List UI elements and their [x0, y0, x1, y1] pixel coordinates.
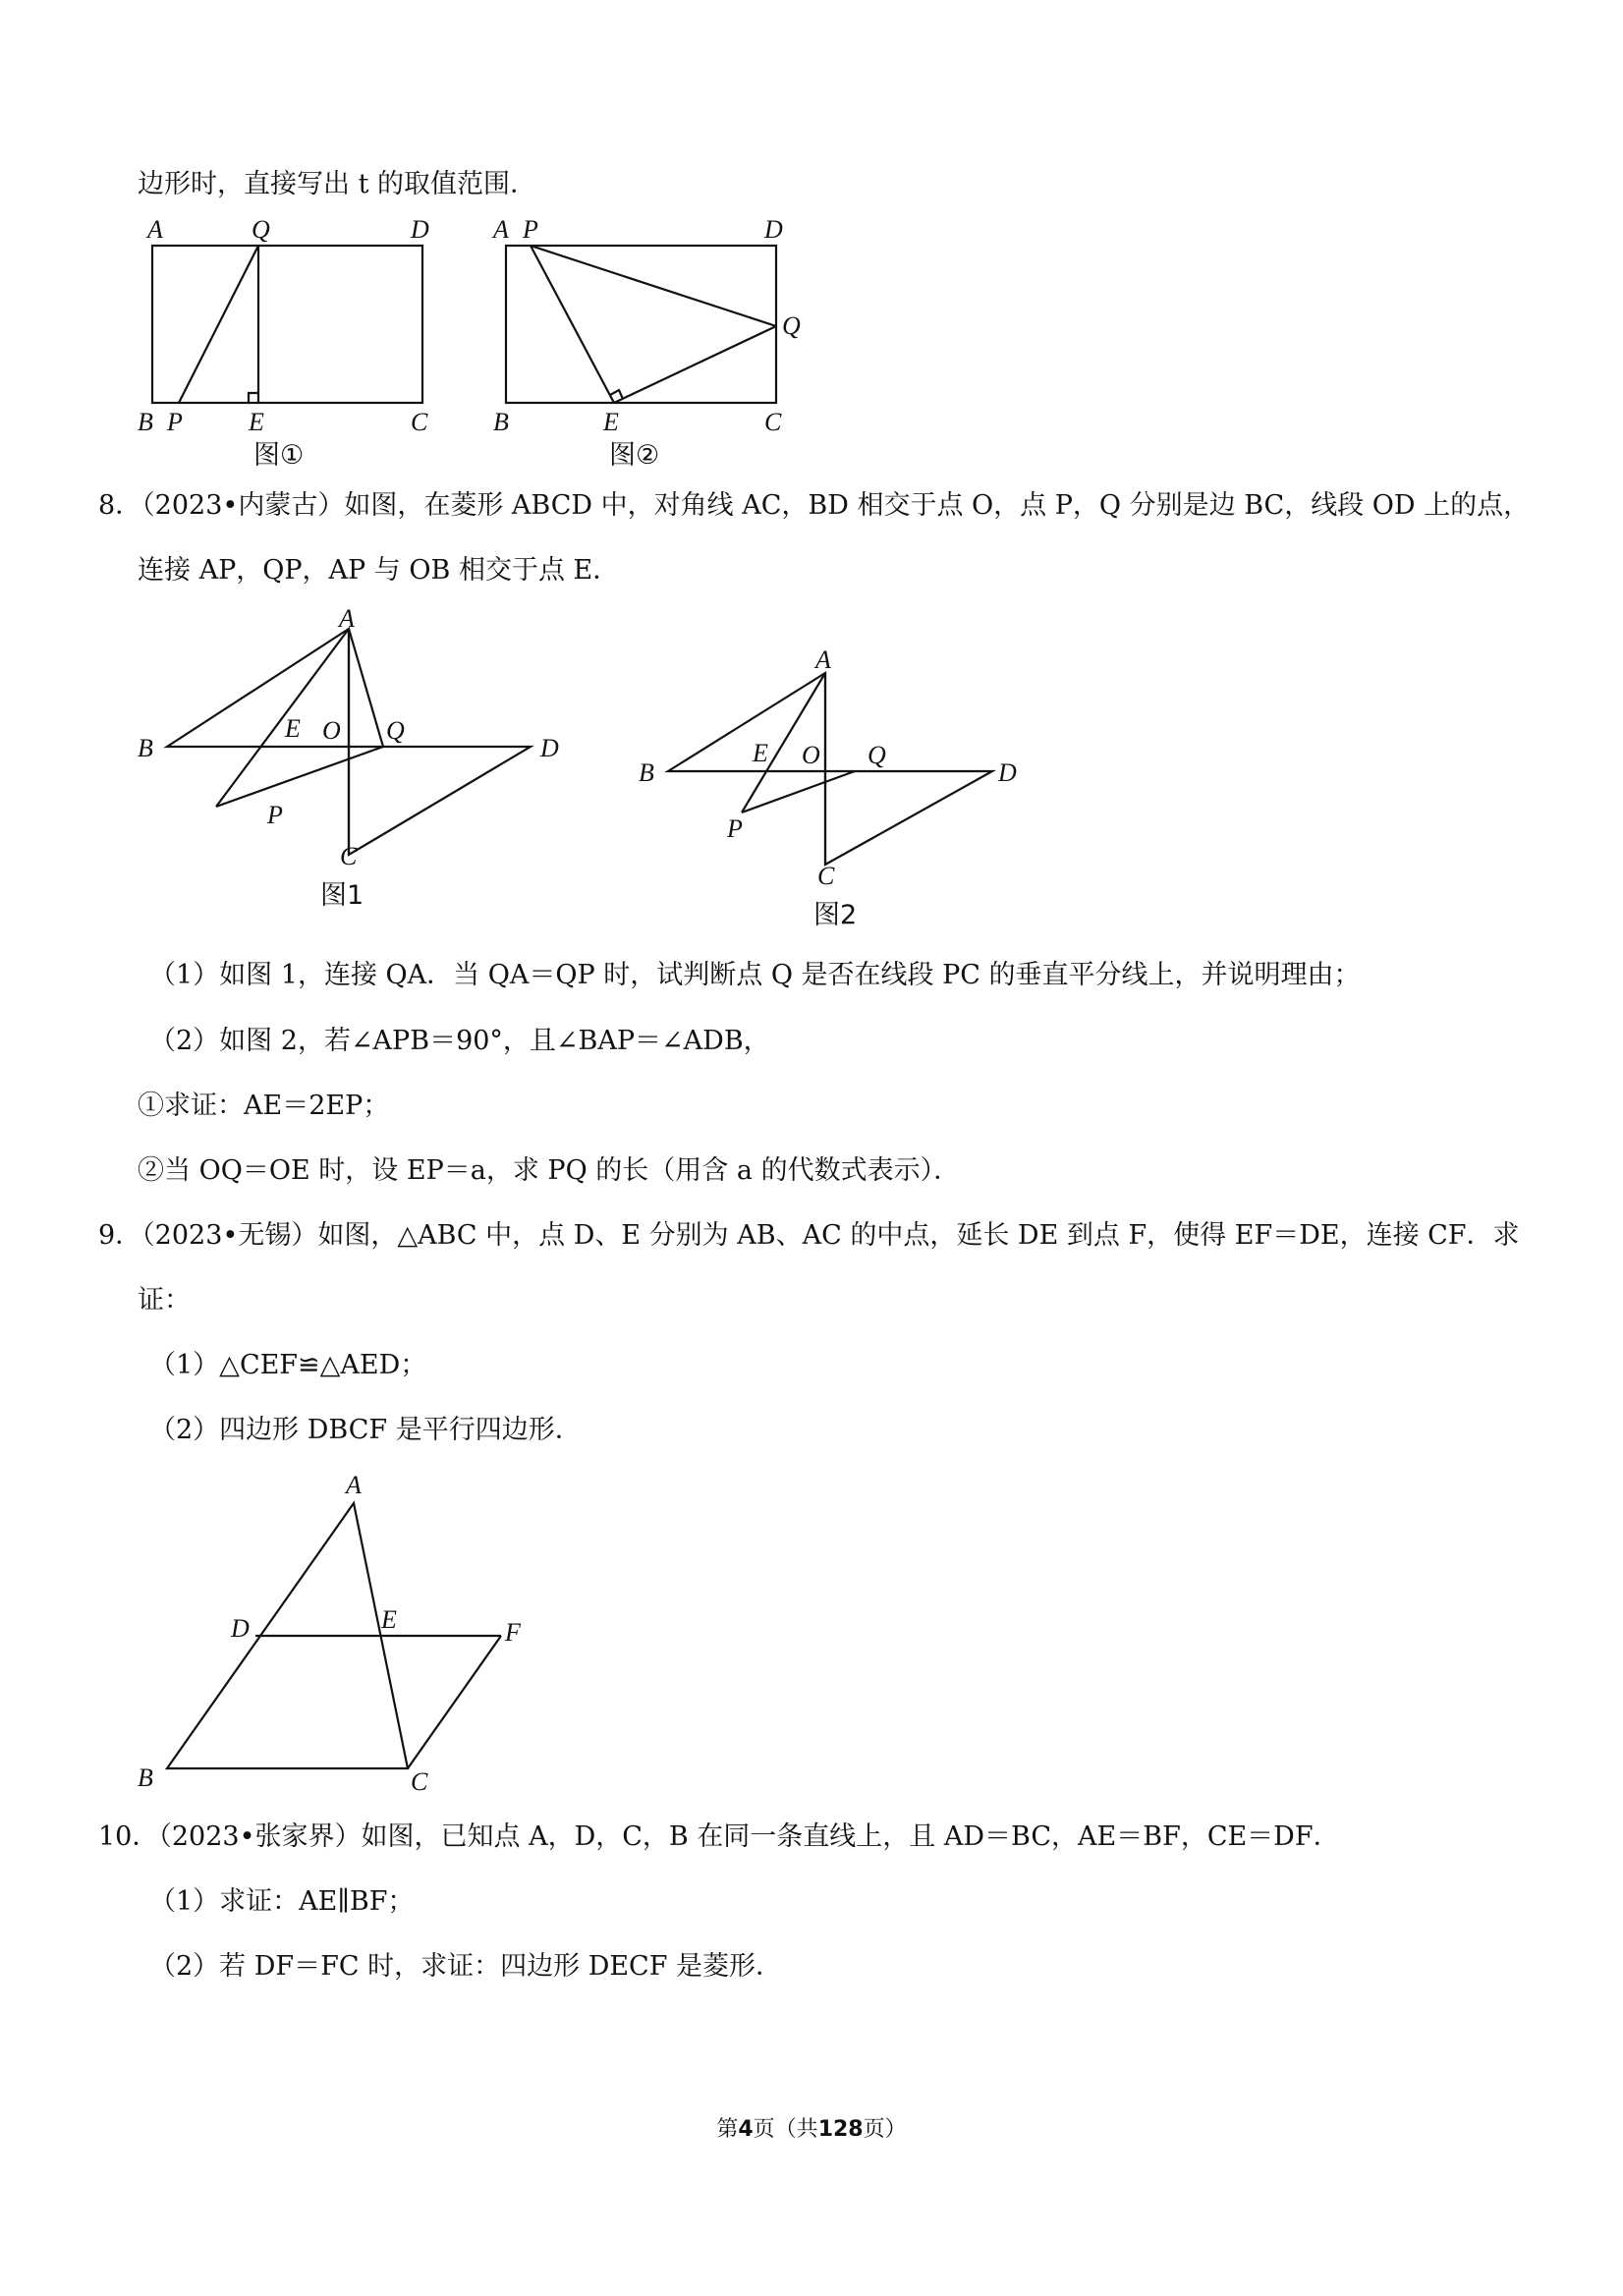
caption: 图①: [253, 440, 305, 471]
label-d: D: [998, 758, 1017, 787]
label-a: A: [147, 215, 163, 244]
problem10-question1: （1）求证：AE∥BF；: [149, 1886, 415, 1917]
label-a: A: [339, 604, 355, 633]
label-c: C: [340, 842, 358, 870]
problem8-line2: 连接 AP，QP，AP 与 OB 相交于点 E．: [138, 555, 620, 586]
label-q: Q: [252, 215, 270, 244]
problem8-figure1: [128, 604, 580, 924]
label-e: E: [603, 408, 619, 436]
label-a: A: [346, 1471, 362, 1499]
label-c: C: [817, 862, 835, 890]
problem8-question2: （2）如图 2，若∠APB＝90°，且∠BAP＝∠ADB，: [149, 1026, 770, 1056]
label-b: B: [138, 734, 153, 762]
label-q: Q: [386, 716, 405, 745]
label-p: P: [267, 801, 283, 829]
problem9-line1: 9．（2023•无锡）如图，△ABC 中，点 D、E 分别为 AB、AC 的中点，延长 DE 到点 F，使得 EF＝DE，连接 CF．求: [98, 1220, 1520, 1251]
page-number: 4: [738, 2117, 754, 2142]
problem8-question1: （1）如图 1，连接 QA．当 QA＝QP 时，试判断点 Q 是否在线段 PC 的垂直平分线上，并说明理由；: [149, 960, 1361, 990]
segment-pq: [742, 771, 855, 812]
segment-eq: [614, 326, 776, 403]
footer-prefix: 第: [716, 2117, 739, 2142]
label-b: B: [639, 758, 654, 787]
problem9-question2: （2）四边形 DBCF 是平行四边形．: [149, 1415, 582, 1445]
right-angle-mark: [249, 393, 258, 403]
problem8-question2-part1: ①求证：AE＝2EP；: [138, 1091, 390, 1121]
label-o: O: [802, 741, 820, 769]
rectangle-abcd: [506, 246, 776, 403]
rectangle-abcd: [152, 246, 422, 403]
label-a: A: [815, 645, 831, 674]
label-a: A: [493, 215, 509, 244]
label-e: E: [249, 408, 264, 436]
rhombus-abcd: [668, 673, 992, 865]
problem7-tail-text: 边形时，直接写出 t 的取值范围．: [138, 169, 537, 199]
segment-qp: [179, 246, 258, 403]
problem8-line1: 8．（2023•内蒙古）如图，在菱形 ABCD 中，对角线 AC，BD 相交于点 O，点 P，Q 分别是边 BC，线段 OD 上的点，: [98, 490, 1531, 521]
label-b: B: [493, 408, 509, 436]
label-e: E: [285, 714, 301, 743]
label-o: O: [322, 716, 341, 745]
label-c: C: [411, 408, 428, 436]
label-d: D: [764, 215, 783, 244]
problem9-question1: （1）△CEF≌△AED；: [149, 1350, 427, 1380]
segment-pq: [216, 747, 383, 807]
caption: 图1: [320, 880, 364, 911]
problem8-question2-part2: ②当 OQ＝OE 时，设 EP＝a，求 PQ 的长（用含 a 的代数式表示）．: [138, 1155, 961, 1186]
label-e: E: [381, 1605, 397, 1634]
segment-aq: [349, 629, 383, 747]
label-c: C: [764, 408, 782, 436]
caption: 图②: [609, 440, 660, 471]
label-d: D: [231, 1614, 250, 1643]
page-footer: [0, 2112, 1623, 2143]
problem8-figure2: [629, 629, 1041, 943]
footer-suffix: 页）: [863, 2117, 907, 2142]
problem9-figure: [128, 1464, 550, 1798]
label-c: C: [411, 1767, 428, 1796]
label-q: Q: [867, 741, 886, 769]
label-f: F: [505, 1618, 521, 1647]
caption: 图2: [813, 900, 858, 930]
label-p: P: [167, 408, 183, 436]
label-b: B: [138, 1764, 153, 1792]
problem7-figure2: [481, 206, 815, 481]
problem10-question2: （2）若 DF＝FC 时，求证：四边形 DECF 是菱形．: [149, 1951, 783, 1982]
label-p: P: [523, 215, 538, 244]
label-d: D: [411, 215, 429, 244]
label-q: Q: [782, 311, 801, 340]
label-b: B: [138, 408, 153, 436]
label-p: P: [727, 814, 743, 843]
problem7-figure1: [128, 206, 462, 481]
label-d: D: [540, 734, 559, 762]
problem9-line2: 证：: [138, 1285, 191, 1316]
total-pages: 128: [817, 2117, 864, 2142]
label-e: E: [753, 739, 768, 767]
problem10-line1: 10．（2023•张家界）如图，已知点 A，D，C，B 在同一条直线上，且 AD＝BC，AE＝BF，CE＝DF．: [98, 1821, 1340, 1852]
footer-mid: 页（共: [753, 2117, 818, 2142]
segment-fc: [408, 1636, 501, 1768]
